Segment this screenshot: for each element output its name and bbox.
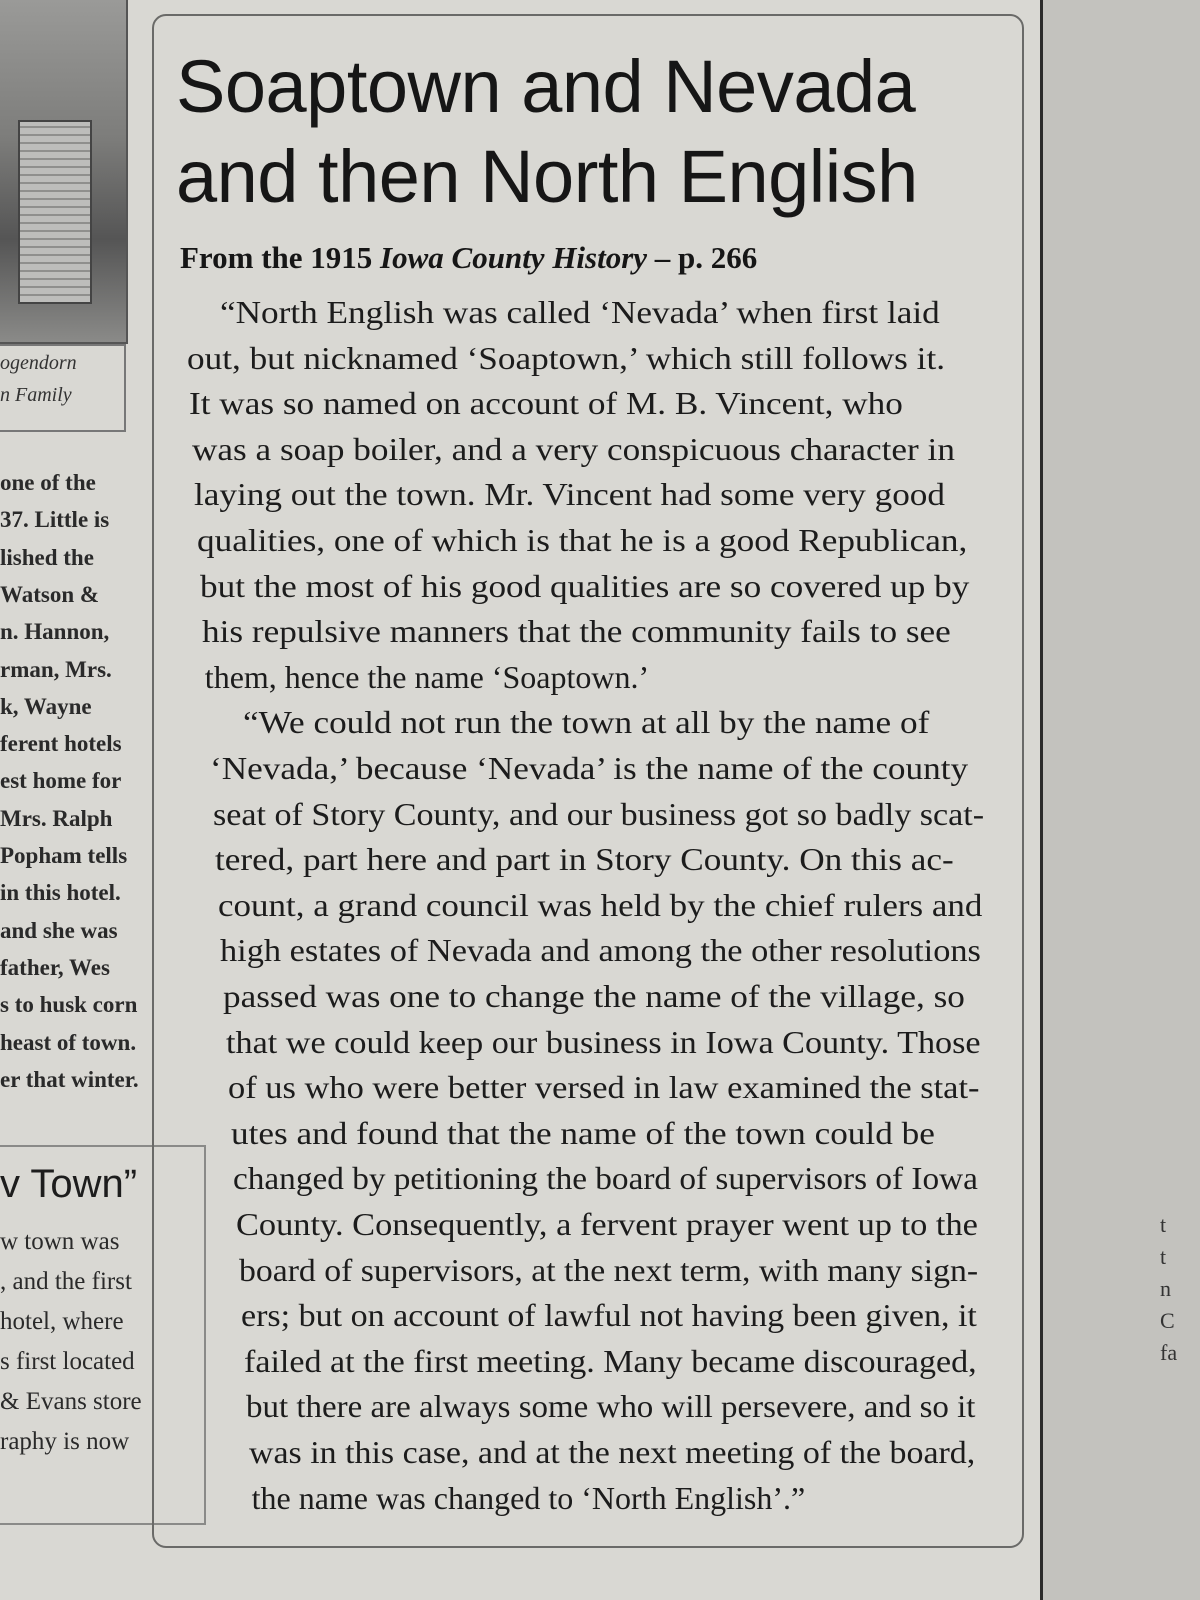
sidebar-line: raphy is now: [0, 1428, 130, 1455]
article-line: count, a grand council was held by the chief rulers and: [217, 886, 983, 923]
left-column-line: k, Wayne: [0, 693, 92, 719]
article-line: the name was changed to ‘North English’.”: [251, 1479, 806, 1516]
source-prefix: From the 1915: [180, 240, 381, 275]
article-line: ers; but on account of lawful not having been given, it: [241, 1297, 978, 1334]
article-line: them, hence the name ‘Soaptown.’: [204, 658, 650, 695]
article-line: County. Consequently, a fervent prayer went up to the: [236, 1206, 978, 1242]
right-page-fragment: fa: [1160, 1340, 1178, 1365]
article-line: was in this case, and at the next meeting of the board,: [249, 1434, 976, 1470]
left-column-line: Popham tells: [0, 843, 128, 868]
article-line: passed was one to change the name of the village, so: [223, 978, 965, 1014]
right-page-fragment: n: [1160, 1276, 1171, 1301]
sidebar-line: w town was: [0, 1228, 120, 1255]
source-book-title: Iowa County History: [380, 240, 648, 275]
article-line: tered, part here and part in Story County. On this ac-: [215, 841, 954, 878]
source-page: – p. 266: [647, 240, 758, 275]
article-line: “North English was called ‘Nevada’ when first laid: [220, 294, 940, 330]
photo-caption-line: ogendorn: [0, 352, 77, 374]
article-line: failed at the first meeting. Many became discouraged,: [243, 1342, 977, 1379]
left-column-line: one of the: [0, 470, 96, 495]
article-line: utes and found that the name of the town could be: [230, 1114, 935, 1151]
article-line: his repulsive manners that the community fails to see: [202, 613, 951, 650]
article-line: that we could keep our business in Iowa County. Those: [225, 1023, 981, 1060]
left-column-line: father, Wes: [0, 954, 110, 980]
article-line: ‘Nevada,’ because ‘Nevada’ is the name of the county: [210, 750, 969, 786]
left-column-line: 37. Little is: [0, 507, 110, 533]
article-line: laying out the town. Mr. Vincent had some very good: [194, 476, 946, 513]
article-line: but there are always some who will persevere, and so it: [246, 1388, 976, 1425]
left-column-line: in this hotel.: [0, 880, 121, 906]
article-line: of us who were better versed in law examined the stat-: [228, 1069, 980, 1106]
article-line: changed by petitioning the board of supervisors of Iowa: [233, 1160, 979, 1197]
article-line: qualities, one of which is that he is a good Republican,: [197, 522, 968, 558]
right-page-fragment: C: [1160, 1308, 1175, 1333]
left-column-line: est home for: [0, 768, 122, 794]
article-line: out, but nicknamed ‘Soaptown,’ which still follows it.: [186, 339, 945, 376]
sidebar-line: s first located: [0, 1348, 135, 1375]
photo-caption-line: n Family: [0, 384, 72, 406]
sidebar-line: & Evans store: [0, 1388, 142, 1415]
article-line: board of supervisors, at the next term, with many sign-: [238, 1251, 978, 1288]
left-column-line: Watson &: [0, 581, 100, 607]
left-column-line: Mrs. Ralph: [0, 805, 113, 831]
article-line: was a soap boiler, and a very conspicuous character in: [191, 430, 955, 467]
article-line: but the most of his good qualities are so covered up by: [199, 567, 969, 604]
article-title-line-2: and then North English: [176, 135, 918, 218]
left-column-line: er that winter.: [0, 1066, 139, 1092]
sidebar-line: hotel, where: [0, 1308, 124, 1335]
article-line: seat of Story County, and our business got so badly scat-: [212, 795, 984, 832]
sidebar-title: v Town”: [0, 1162, 138, 1206]
article-line: It was so named on account of M. B. Vincent, who: [189, 385, 904, 422]
left-column-line: n. Hannon,: [0, 619, 110, 645]
article-title-line-1: Soaptown and Nevada: [176, 45, 916, 128]
right-page-fragment: t: [1160, 1212, 1167, 1237]
left-column-line: rman, Mrs.: [0, 656, 112, 682]
article-line: high estates of Nevada and among the other resolutions: [220, 932, 982, 969]
left-column-line: and she was: [0, 917, 118, 943]
right-page-fragment: t: [1160, 1244, 1167, 1269]
left-column-line: lished the: [0, 544, 94, 570]
left-column-line: heast of town.: [0, 1029, 137, 1055]
left-column-line: ferent hotels: [0, 731, 122, 757]
left-column-line: s to husk corn: [0, 992, 138, 1018]
article-line: “We could not run the town at all by the name of: [243, 704, 930, 741]
sidebar-line: , and the first: [0, 1268, 132, 1295]
